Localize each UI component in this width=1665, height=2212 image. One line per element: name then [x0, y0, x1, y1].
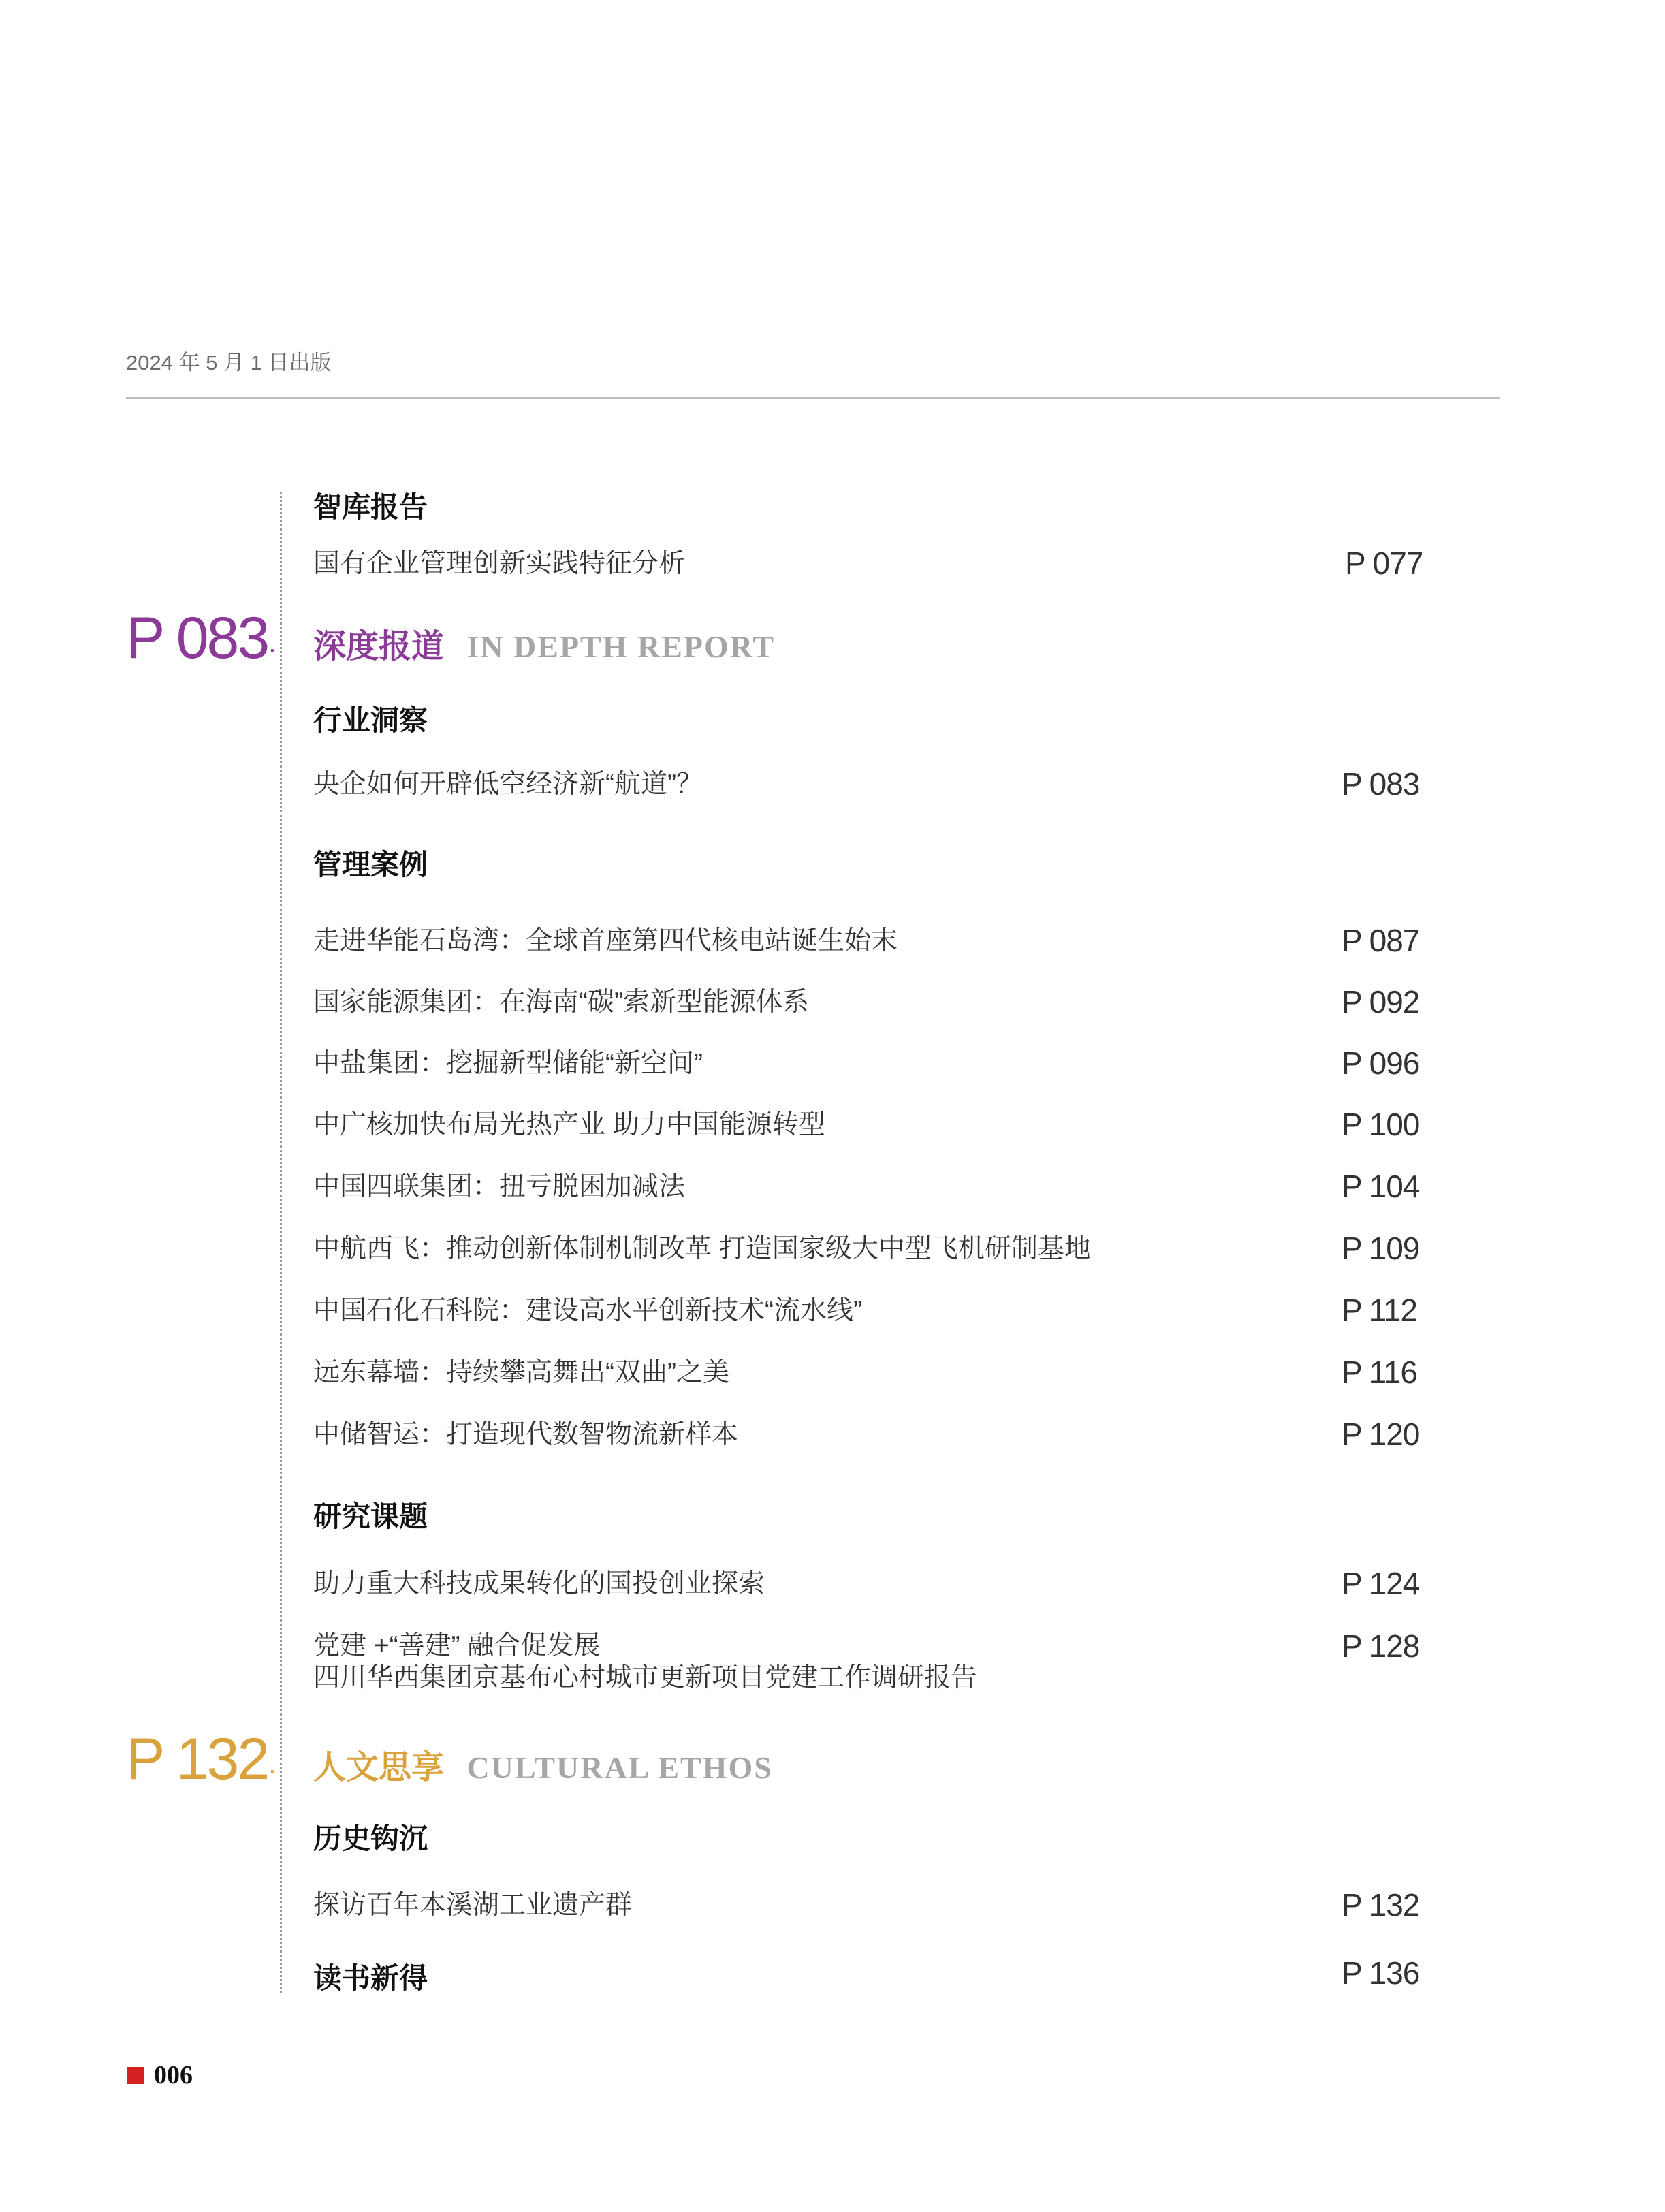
- toc-dotted-line: [280, 492, 282, 1993]
- toc-item-title[interactable]: 国有企业管理创新实践特征分析: [313, 549, 686, 578]
- toc-item-page: P 087: [1342, 923, 1420, 958]
- toc-item-title[interactable]: 助力重大科技成果转化的国投创业探索: [313, 1569, 765, 1598]
- section-title-cultural: [313, 1741, 773, 1788]
- heading-research: 研究课题: [313, 1500, 428, 1533]
- toc-item-title[interactable]: 探访百年本溪湖工业遗产群: [313, 1891, 633, 1920]
- publication-date: 2024 年 5 月 1 日出版: [126, 351, 332, 375]
- section-marker-dot: ·: [268, 634, 275, 664]
- toc-item-page: P 092: [1342, 984, 1420, 1020]
- toc-item-title[interactable]: 远东幕墙：持续攀高舞出“双曲”之美: [313, 1358, 729, 1387]
- toc-item-title[interactable]: 央企如何开辟低空经济新“航道”？: [313, 770, 703, 799]
- section-page-number: P 083: [126, 605, 268, 671]
- heading-reading[interactable]: 读书新得: [313, 1961, 428, 1995]
- toc-item-title[interactable]: 中广核加快布局光热产业 助力中国能源转型: [313, 1110, 825, 1139]
- toc-item-page: P 104: [1342, 1169, 1420, 1204]
- toc-item-title[interactable]: 中盐集团：挖掘新型储能“新空间”: [313, 1049, 703, 1078]
- toc-item-page: P 124: [1342, 1566, 1420, 1601]
- section-title-cn: 人文思享: [313, 1748, 445, 1786]
- toc-item-subtitle[interactable]: 四川华西集团京基布心村城市更新项目党建工作调研报告: [313, 1663, 978, 1692]
- toc-item-title[interactable]: 中国四联集团：扭亏脱困加减法: [313, 1172, 686, 1201]
- section-page-number: P 132: [126, 1726, 268, 1792]
- section-title-en: IN DEPTH REPORT: [466, 629, 776, 664]
- toc-item-page: P 109: [1342, 1231, 1420, 1266]
- heading-think-tank: 智库报告: [313, 490, 428, 524]
- page-number: 006: [154, 2061, 193, 2089]
- toc-item-title[interactable]: 走进华能石岛湾：全球首座第四代核电站诞生始末: [313, 926, 898, 955]
- toc-item-page: P 083: [1342, 766, 1420, 802]
- section-title-en: CULTURAL ETHOS: [466, 1750, 773, 1785]
- heading-industry: 行业洞察: [313, 704, 428, 737]
- toc-item-title[interactable]: 中国石化石科院：建设高水平创新技术“流水线”: [313, 1296, 862, 1325]
- toc-item-page: P 112: [1342, 1293, 1417, 1328]
- toc-item-page: P 120: [1342, 1417, 1420, 1452]
- heading-cases: 管理案例: [313, 848, 428, 881]
- toc-item-title[interactable]: 中储智运：打造现代数智物流新样本: [313, 1420, 739, 1449]
- toc-item-page: P 100: [1342, 1107, 1420, 1142]
- toc-item-page: P 077: [1345, 546, 1423, 581]
- toc-item-title[interactable]: 中航西飞：推动创新体制机制改革 打造国家级大中型飞机研制基地: [313, 1234, 1091, 1263]
- section-marker-dot: ·: [268, 1755, 275, 1785]
- section-title-in-depth: [313, 620, 775, 667]
- toc-item-title[interactable]: 国家能源集团：在海南“碳”索新型能源体系: [313, 988, 809, 1017]
- section-title-cn: 深度报道: [313, 627, 445, 665]
- section-page-in-depth: [126, 605, 275, 672]
- page-marker-square: [127, 2067, 144, 2084]
- header-rule: [126, 397, 1500, 399]
- section-page-cultural: [126, 1726, 275, 1793]
- toc-item-page: P 116: [1342, 1355, 1417, 1390]
- toc-item-page: P 136: [1342, 1955, 1420, 1991]
- toc-item-page: P 128: [1342, 1628, 1420, 1664]
- toc-item-title[interactable]: 党建 +“善建” 融合促发展: [313, 1631, 601, 1660]
- toc-item-page: P 132: [1342, 1887, 1420, 1923]
- toc-item-page: P 096: [1342, 1045, 1420, 1081]
- heading-history: 历史钩沉: [313, 1822, 428, 1855]
